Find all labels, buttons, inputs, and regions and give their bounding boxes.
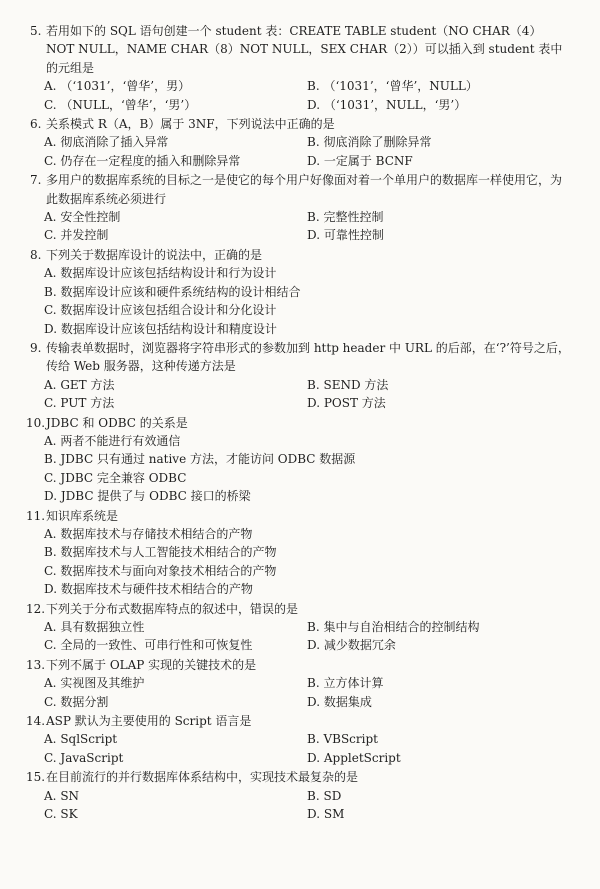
option-text: （NULL，‘曾华’，‘男’）: [60, 97, 197, 112]
option-label: B.: [307, 377, 320, 392]
question-text: 下列关于数据库设计的说法中，正确的是: [46, 247, 263, 262]
question-8: [30, 246, 570, 338]
option-text: SM: [323, 807, 345, 822]
question-number: 13.: [26, 657, 46, 672]
option-text: 彻底消除了删除异常: [323, 135, 432, 150]
option-list: [30, 77, 570, 114]
option-text: 一定属于 BCNF: [323, 153, 413, 168]
question-number: 6.: [30, 117, 42, 132]
option-text: SqlScript: [60, 732, 118, 747]
option-text: 数据库技术与存储技术相结合的产物: [60, 526, 253, 541]
option-row: [44, 693, 570, 711]
question-stem: [30, 22, 570, 77]
option-label: C.: [44, 228, 57, 243]
option-label: C.: [44, 750, 57, 765]
question-13: [26, 656, 570, 711]
option-label: C.: [44, 153, 57, 168]
option-text: SN: [60, 788, 80, 803]
question-number: 9.: [30, 340, 42, 355]
option-a: [44, 525, 570, 543]
option-text: POST 方法: [323, 396, 386, 411]
option-text: 数据库技术与人工智能技术相结合的产物: [60, 545, 277, 560]
option-label: C.: [44, 638, 57, 653]
option-row: [44, 394, 570, 412]
option-b: [307, 376, 570, 394]
question-stem: [30, 171, 570, 208]
option-d: [307, 96, 570, 114]
option-b: [307, 133, 570, 151]
question-15: [26, 768, 570, 823]
question-number: 11.: [26, 508, 46, 523]
option-list: [30, 674, 570, 711]
option-label: B.: [307, 620, 320, 634]
option-text: JDBC 只有通过 native 方法，才能访问 ODBC 数据源: [60, 452, 356, 467]
question-text: 传输表单数据时，浏览器将字符串形式的参数加到 http header 中 URL 的后部，在‘?’符号之后，传给 Web 服务器，这种传递方法是: [46, 340, 570, 374]
option-label: B.: [307, 676, 320, 691]
option-text: SEND 方法: [323, 377, 389, 392]
option-label: C.: [44, 470, 57, 485]
option-list: [30, 618, 570, 655]
option-c: [44, 301, 570, 319]
question-text: 在目前流行的并行数据库体系结构中，实现技术最复杂的是: [46, 770, 359, 785]
option-row: [44, 376, 570, 394]
option-d: [307, 152, 570, 170]
option-a: [44, 730, 307, 748]
question-text: 关系模式 R（A，B）属于 3NF，下列说法中正确的是: [46, 117, 335, 132]
option-text: 具有数据独立性: [60, 620, 145, 634]
option-label: D.: [44, 582, 58, 597]
option-row: [44, 749, 570, 767]
option-text: 完整性控制: [323, 210, 384, 225]
question-text: 下列关于分布式数据库特点的叙述中，错误的是: [46, 601, 299, 616]
option-row: [44, 152, 570, 170]
option-b: [44, 450, 570, 468]
option-text: 实视图及其维护: [60, 676, 145, 691]
option-label: B.: [307, 135, 320, 150]
option-d: [44, 580, 570, 598]
option-label: C.: [44, 694, 57, 709]
option-text: 并发控制: [60, 228, 109, 243]
option-text: 立方体计算: [323, 676, 384, 691]
option-row: [44, 226, 570, 244]
option-label: C.: [44, 807, 57, 822]
option-d: [307, 749, 570, 767]
option-b: [307, 730, 570, 748]
option-row: [44, 77, 570, 95]
question-number: 8.: [30, 247, 42, 262]
option-text: JavaScript: [60, 750, 124, 765]
option-b: [307, 618, 570, 636]
question-stem: [26, 507, 570, 525]
option-a: [44, 264, 570, 282]
option-text: VBScript: [323, 732, 378, 747]
option-d: [307, 226, 570, 244]
option-list: [30, 787, 570, 824]
option-c: [44, 562, 570, 580]
option-c: [44, 152, 307, 170]
option-text: 安全性控制: [60, 210, 121, 225]
question-number: 10.: [26, 415, 46, 430]
option-label: A.: [44, 620, 57, 634]
option-label: B.: [307, 210, 320, 225]
option-label: A.: [44, 79, 57, 94]
option-label: C.: [44, 563, 57, 578]
question-stem: [26, 712, 570, 730]
question-7: [30, 171, 570, 245]
option-label: C.: [44, 97, 57, 112]
question-stem: [30, 246, 570, 264]
question-number: 12.: [26, 601, 46, 616]
option-row: [44, 730, 570, 748]
option-a: [44, 787, 307, 805]
option-text: 减少数据冗余: [323, 638, 396, 653]
option-list: [30, 525, 570, 599]
option-d: [44, 487, 570, 505]
option-text: （‘1031’，‘曾华’，NULL）: [323, 79, 478, 94]
option-b: [307, 674, 570, 692]
option-label: B.: [307, 79, 320, 94]
question-text: JDBC 和 ODBC 的关系是: [46, 415, 188, 430]
option-text: 集中与自治相结合的控制结构: [323, 620, 480, 634]
option-label: B.: [44, 545, 57, 560]
option-c: [44, 749, 307, 767]
option-label: A.: [44, 433, 57, 448]
option-label: B.: [307, 732, 320, 747]
option-c: [44, 469, 570, 487]
question-text: 若用如下的 SQL 语句创建一个 student 表：CREATE TABLE student（NO CHAR（4） NOT NULL，NAME CHAR（8）NOT NULL，SEX CHAR（2））可以插入到 student 表中的元组是: [46, 24, 563, 75]
option-text: 仍存在一定程度的插入和删除异常: [60, 153, 241, 168]
option-row: [44, 133, 570, 151]
option-text: 数据库设计应该包括结构设计和行为设计: [60, 266, 277, 281]
option-label: B.: [307, 788, 320, 803]
option-d: [44, 320, 570, 338]
option-label: A.: [44, 377, 57, 392]
option-label: D.: [307, 807, 321, 822]
question-stem: [30, 339, 570, 376]
option-list: [30, 133, 570, 170]
option-label: D.: [307, 750, 321, 765]
option-text: GET 方法: [60, 377, 115, 392]
option-b: [307, 77, 570, 95]
option-label: B.: [44, 452, 57, 467]
option-row: [44, 636, 570, 654]
option-list: [30, 730, 570, 767]
option-a: [44, 133, 307, 151]
option-label: D.: [44, 489, 58, 504]
option-a: [44, 77, 307, 95]
question-number: 15.: [26, 770, 46, 785]
question-9: [30, 339, 570, 413]
option-label: A.: [44, 732, 57, 747]
option-b: [44, 543, 570, 561]
option-row: [44, 96, 570, 114]
option-d: [307, 636, 570, 654]
option-a: [44, 674, 307, 692]
question-6: [30, 115, 570, 170]
option-a: [44, 432, 570, 450]
option-list: [30, 208, 570, 245]
option-text: JDBC 提供了与 ODBC 接口的桥梁: [60, 489, 251, 504]
option-c: [44, 96, 307, 114]
option-label: D.: [307, 153, 321, 168]
option-label: A.: [44, 788, 57, 803]
option-text: SK: [60, 807, 78, 822]
question-number: 14.: [26, 714, 46, 729]
option-label: D.: [307, 694, 321, 709]
option-c: [44, 394, 307, 412]
question-10: [26, 414, 570, 506]
question-text: 知识库系统是: [46, 508, 119, 523]
option-label: D.: [307, 97, 321, 112]
option-c: [44, 226, 307, 244]
option-text: 可靠性控制: [323, 228, 384, 243]
option-text: 两者不能进行有效通信: [60, 433, 181, 448]
option-text: 数据库技术与面向对象技术相结合的产物: [60, 563, 277, 578]
option-list: [30, 432, 570, 506]
option-text: 数据库技术与硬件技术相结合的产物: [60, 582, 253, 597]
option-b: [307, 208, 570, 226]
option-row: [44, 674, 570, 692]
option-label: A.: [44, 210, 57, 225]
option-text: 数据库设计应该包括结构设计和精度设计: [60, 321, 277, 336]
option-label: A.: [44, 676, 57, 691]
question-number: 5.: [30, 24, 42, 38]
option-label: B.: [44, 284, 57, 299]
question-11: [26, 507, 570, 599]
question-text: 下列不属于 OLAP 实现的关键技术的是: [46, 657, 257, 672]
option-b: [307, 787, 570, 805]
option-list: [30, 264, 570, 338]
option-label: D.: [44, 321, 58, 336]
option-d: [307, 805, 570, 823]
option-c: [44, 693, 307, 711]
question-12: [26, 600, 570, 655]
question-stem: [26, 656, 570, 674]
option-label: A.: [44, 266, 57, 281]
question-stem: [26, 768, 570, 786]
question-14: [26, 712, 570, 767]
option-c: [44, 636, 307, 654]
option-row: [44, 805, 570, 823]
option-text: （‘1031’，NULL，‘男’）: [323, 97, 467, 112]
option-c: [44, 805, 307, 823]
option-d: [307, 693, 570, 711]
option-row: [44, 208, 570, 226]
option-text: JDBC 完全兼容 ODBC: [60, 470, 187, 485]
option-row: [44, 618, 570, 636]
option-text: 全局的一致性、可串行性和可恢复性: [60, 638, 253, 653]
option-text: 数据库设计应该包括组合设计和分化设计: [60, 303, 277, 318]
option-list: [30, 376, 570, 413]
option-a: [44, 208, 307, 226]
question-stem: [30, 115, 570, 133]
option-row: [44, 787, 570, 805]
option-text: 彻底消除了插入异常: [60, 135, 169, 150]
option-text: PUT 方法: [60, 396, 115, 411]
question-stem: [26, 600, 570, 618]
option-label: C.: [44, 396, 57, 411]
option-label: A.: [44, 526, 57, 541]
question-text: 多用户的数据库系统的目标之一是使它的每个用户好像面对着一个单用户的数据库一样使用它，为此数据库系统必须进行: [46, 173, 563, 206]
option-b: [44, 283, 570, 301]
option-label: A.: [44, 135, 57, 150]
option-a: [44, 618, 307, 636]
option-text: 数据分割: [60, 694, 109, 709]
option-text: SD: [323, 788, 342, 803]
option-label: D.: [307, 228, 321, 243]
option-text: 数据库设计应该和硬件系统结构的设计相结合: [60, 284, 301, 299]
question-number: 7.: [30, 173, 42, 188]
option-d: [307, 394, 570, 412]
option-text: AppletScript: [323, 750, 401, 765]
option-text: 数据集成: [323, 694, 372, 709]
question-stem: [26, 414, 570, 432]
option-label: D.: [307, 638, 321, 653]
option-label: D.: [307, 396, 321, 411]
option-text: （‘1031’，‘曾华’，男）: [60, 79, 191, 94]
question-5: [30, 22, 570, 114]
question-text: ASP 默认为主要使用的 Script 语言是: [46, 714, 252, 729]
option-label: C.: [44, 303, 57, 318]
option-a: [44, 376, 307, 394]
